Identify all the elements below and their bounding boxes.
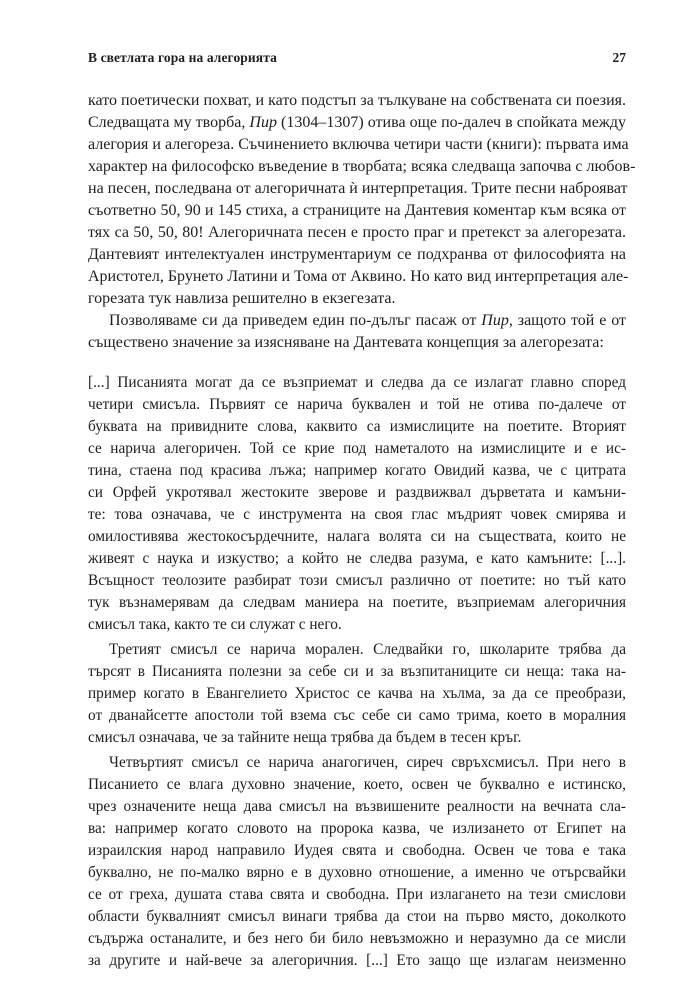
block-quote <box>88 372 626 972</box>
text-line: буквата на привидните слова, каквито са измислиците на поетите. Вторият <box>88 418 626 435</box>
text-line: смисъл така, както те си служат с него. <box>88 616 342 633</box>
text-line: като поетически похват, и като подстъп за тълкуване на собствената си поезия. <box>88 92 626 109</box>
text-line: на песен, последвана от алегоричната ѝ интерпретация. Трите песни наброяват <box>88 180 628 197</box>
quote-paragraph-allegorical-sense <box>88 372 626 636</box>
text-line: те: това означава, че с инструмента на своя глас мъдрият човек смирява и <box>88 506 626 523</box>
page-number: 27 <box>612 50 626 65</box>
text-line: съответно 50, 90 и 145 стиха, а страниците на Дантевия коментар към всяка от <box>88 202 626 219</box>
text-line: от дванайсетте апостоли той взема със себе си само трима, което в моралния <box>88 707 626 724</box>
text-line: се от греха, душата става свята и свободна. При излагането на тези смислови <box>88 886 626 903</box>
text-line: израилския народ направило Иудея свята и свободна. Освен че това е така <box>88 842 626 859</box>
text-line: тях са 50, 50, 80! Алегоричната песен е просто праг и претекст за алегорезата. <box>88 224 626 241</box>
body-text <box>88 90 636 972</box>
italic-title: Пир <box>249 114 277 131</box>
text-line: смисъл означава, че за тайните неща трябва да бъдем в тесен кръг. <box>88 729 522 746</box>
text-line: за другите и най-вече за алегоричния. [...] Ето защо ще излагам неизменно <box>88 952 626 969</box>
text-line: Позволяваме си да приведем един по-дълъг пасаж от Пир, защото той е от <box>109 312 626 329</box>
text-line: четири смисъла. Първият се нарича буквален и той не отива по-далече от <box>88 396 626 413</box>
text-line: тук възнамерявам да следвам маниера на поетите, възприемам алегоричния <box>88 594 626 611</box>
text-line: Дантевият интелектуален инструментариум се подхранва от философията на <box>88 246 626 263</box>
text-line: характер на философско въведение в творбата; всяка следваща започва с любов- <box>88 158 636 175</box>
running-head <box>88 50 626 70</box>
text-line: пример когато в Евангелието Христос се качва на хълма, за да се преобрази, <box>88 685 626 702</box>
text-line: алегория и алегореза. Съчинението включва четири части (книги): първата има <box>88 136 629 153</box>
text-line: буквално, не по-малко вярно е в духовно отношение, а именно че отърсвайки <box>88 864 626 881</box>
text-line: Писанието се влага духовно значение, което, освен че буквално е истинско, <box>88 776 626 793</box>
text-line: Четвъртият смисъл се нарича анагогичен, сиреч свръхсмисъл. При него в <box>109 754 626 771</box>
text-line: Следващата му творба, Пир (1304–1307) отива още по-далеч в спойката между <box>88 114 626 131</box>
text-line: Аристотел, Брунето Латини и Тома от Аквино. Но като вид интерпретация але- <box>88 268 629 285</box>
text-line: се нарича алегоричен. Той се крие под наметалото на измислиците и е ис- <box>88 440 626 457</box>
text-line: чрез означените неща дава смисъл на възвишените реалности на вечната сла- <box>88 798 626 815</box>
text-line: си Орфей укротявал жестоките зверове и раздвижвал дърветата и камъни- <box>88 484 626 501</box>
text-line: [...] Писанията могат да се възприемат и следва да се излагат главно според <box>88 374 626 391</box>
text-line: съдържа останалите, и без него би било невъзможно и неразумно да се мисли <box>88 930 626 947</box>
text-line: омилостивява жестокосърдечните, налага волята си на съществата, които не <box>88 528 626 545</box>
paragraph-passage-intro <box>88 310 626 354</box>
quote-paragraph-anagogical-sense <box>88 752 626 972</box>
text-line: ва: например когато словото на пророка казва, че излизането от Египет на <box>88 820 626 837</box>
running-title: В светлата гора на алегорията <box>88 50 277 65</box>
text-line: тина, стаена под красива лъжа; например когато Овидий казва, че с цитрата <box>88 462 626 479</box>
text-line: търсят в Писанията полезни за себе си и за възпитаниците си неща: така на- <box>88 663 626 680</box>
text-line: горезата тук навлиза решително в екзегезата. <box>88 290 396 307</box>
text-line: съществено значение за изясняване на Дантевата концепция за алегорезата: <box>88 334 604 351</box>
paragraph-dante-convivio <box>88 90 636 310</box>
text-line: области буквалният смисъл винаги трябва да стои на първо място, доколкото <box>88 908 626 925</box>
text-line: Третият смисъл се нарича морален. Следвайки го, школарите трябва да <box>109 641 626 658</box>
italic-title: Пир <box>481 312 509 329</box>
quote-paragraph-moral-sense <box>88 639 626 749</box>
text-line: Всъщност теолозите разбират този смисъл различно от поетите: но тъй като <box>88 572 626 589</box>
text-line: живеят с наука и изкуство; а който не следва разума, е като камъните: [...]. <box>88 550 626 567</box>
